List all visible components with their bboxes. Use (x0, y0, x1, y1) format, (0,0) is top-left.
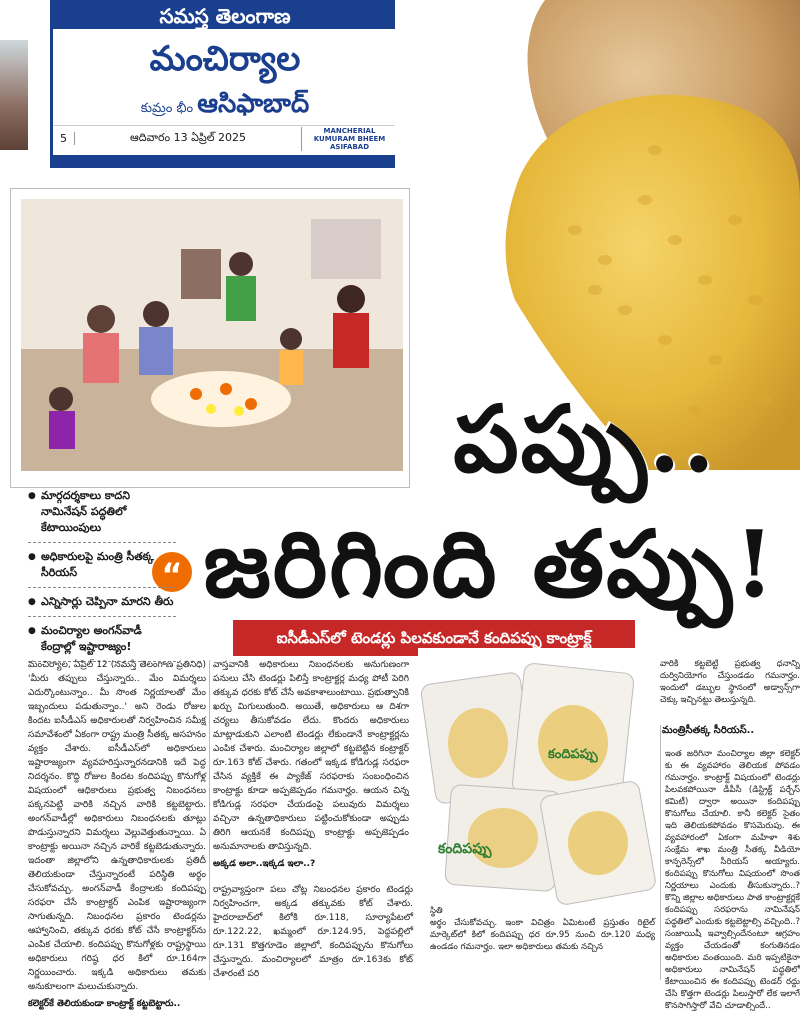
edition-english-name: MANCHERIAL KUMURAM BHEEM ASIFABAD (301, 127, 397, 151)
photo-frame (10, 188, 410, 488)
article-body-2: వాస్తవానికి అధికారులు నిబంధనలకు అనుగుణంగా పనులు చేసి టెండర్లు పిలిస్తే కాంట్రాక్టర్ల మధ్య పోటీ పెరిగి తక్కువ ధరకు కోట్ చేసే అవకాశాలుంటాయి. ప్రభుత్వానికి ఖర్చు మిగులుతుంది. అయితే, అధికారులు ఆ దిశగా చర్యలు తీసుకోవడం లేదు. కొందరు అధికారులు మాట్లాడుకుని ఎలాంటి టెండర్లు లేకుండానే కాంట్రాక్టర్లను ఎంపిక చేశారు. మంచిర్యాల జిల్లాలో కట్టబెట్టిన కంట్రాక్టర్ రూ.163 కోట్ చేశారు. గతంలో ఇక్కడ కోడిగుడ్ల సరఫరా చేసిన వ్యక్తికే ఈ ప్యాకేజ్ సరఫరాకు సంబంధించిన కాంట్రాక్టు కూడా అప్పజెప్పడం గమనార్హం. ఆయన చిన్న కోడిగుడ్ల సరఫరా చేయడంపై పలువురు విమర్శలు వచ్చినా ఉన్నతాధికారులు పట్టించుకోకుండా అప్పుడు తిరిగి ఆయనకే కందిపప్పు కాంట్రాక్టు అప్పజెప్పడం అనుమానాలకు తావిస్తున్నది. (213, 660, 409, 852)
article-subheading-3: మంత్రిసీతక్క సీరియస్.. (662, 725, 755, 736)
photo-illustration (21, 199, 403, 471)
article-column-1 (28, 658, 206, 1009)
highlight-bullets (28, 488, 176, 668)
dal-packets-illustration (418, 648, 656, 906)
article-body-5-lead: స్థితి (430, 906, 443, 916)
article-body-3: వారికి కట్టబెట్టి ప్రభుత్వ ధనాన్ని దుర్వినియోగం చేస్తుండడం గమనార్హం. ఇందులో డబ్బుల స్థానంలో అడ్వాన్స్‌గా చెక్కు ఇచ్చినట్టు తెలుస్తున్నది. (660, 659, 800, 705)
article-body-4: ఇంత జరిగినా మంచిర్యాల జిల్లా కలెక్టర్ కు ఈ వ్యవహారం తెలియక పోవడం గమనార్హం. కాంట్రాక్ట్ విషయంలో టెండర్లు పిలవకపోయినా డీపీసీ (డిస్ట్రిక్ట్ పర్చేస్ కమిటీ) ద్వారా అయినా కందిపప్పు కొనుగోలు చేయాలి. కానీ కలెక్టర్ సైతం ఇది తెలియకపోవడం కొసమెరుపు. ఈ వ్యవహారంలో ఏకంగా మహిళా శిశు సంక్షేమ శాఖ మంత్రి సీతక్క వీడియో కాన్ఫరెన్స్‌లో సీరియస్ అయ్యారు. కందిపప్పు కొనుగోలు విషయంలో సొంత నిర్ణయాలు ఎందుకు తీసుకున్నారు..? కొన్ని జిల్లాల అధికారులు పాత కాంట్రాక్టర్లకే కందిపప్పు సరఫరాను నామినేషన్ పద్ధతిలో ఎందుకు కట్టబెట్టాల్సి వచ్చింది..? సంజాయిషీ ఇవ్వాల్సిందేనంటూ ఆగ్రహం వ్యక్తం చేయడంతో కంగుతినడం అధికారుల వంతయింది. మరి ఇప్పటికైనా అధికారులు నామినేషన్ పద్ధతిలో కేటాయించిన ఈ కందిపప్పు టెండర్ రద్దు చేసి కొత్తగా టెండర్లు పిలుస్తారో లేక ఇలాగే కొనసాగిస్తారో వేచి చూడాల్సిందే.. (665, 749, 800, 1011)
anganwadi-children-photo (21, 199, 403, 471)
masthead-base-bar (53, 155, 397, 165)
masthead (50, 0, 400, 168)
bullet-item: ● మంచిర్యాల అంగన్‌వాడీ కేంద్రాల్లో ఇష్టారాజ్యం! (28, 623, 176, 662)
article-column-4 (665, 748, 800, 1011)
masthead-top-strip: సమస్త తెలంగాణ (53, 3, 397, 29)
bullet-item: ● మార్గదర్శకాలు కాదని నామినేషన్ పద్ధతిలో కేటాయింపులు (28, 488, 176, 543)
column-divider (209, 660, 210, 980)
quote-icon: “ (152, 552, 192, 592)
masthead-sub-prefix: కుమ్రం భీం (140, 101, 194, 116)
article-column-2b (213, 883, 413, 983)
masthead-info-bar (53, 125, 397, 151)
headline-line-1: పప్పు.. (453, 385, 717, 493)
edition-date: ఆదివారం 13 ఏప్రిల్ 2025 (129, 130, 247, 144)
masthead-city: మంచిర్యాల (149, 39, 301, 79)
article-column-5 (430, 905, 655, 985)
masthead-sub-main: ఆసిఫాబాద్ (197, 89, 310, 119)
column-divider (660, 725, 661, 980)
packet-label: కందిపప్పు (438, 841, 492, 857)
article-column-3 (660, 658, 800, 720)
page-number: 5 (53, 132, 75, 145)
bullet-item: ● అధికారులపై మంత్రి సీతక్క సీరియస్ (28, 549, 176, 588)
article-subheading-2: అక్కడ అలా..ఇక్కడ ఇలా..? (213, 859, 316, 869)
packet-label: కందిపప్పు (548, 747, 598, 762)
article-column-2 (213, 658, 409, 883)
article-body-1: మంచిర్యాల, ఏప్రిల్ 12 (నమస్తే తెలంగాణ ప్రతినిధి) 'మీరు తప్పులు చేస్తున్నారు.. మేం విమర్శలు ఎదుర్కొంటున్నాం.. మీ సొంత నిర్ణయాలతో మేం ఇబ్బందులు పడుతున్నాం..' అని రెండు రోజుల కిందట ఐసీడీఎస్ అధికారులతో నిర్వహించిన సమీక్ష సమావేశంలో ఏకంగా రాష్ట్ర మంత్రి సీతక్క అసహనం వ్యక్తం చేశారు. ఐసీడీఎస్‌లో అధికారులు ఇష్టారాజ్యంగా వ్యవహరిస్తున్నారనడానికి ఇదే పెద్ద నిదర్శనం. కొద్ది రోజుల కిందట కందిపప్పు కొనుగోళ్ల విషయంలో ఆధికారులు ప్రభుత్వ నిబంధనలు పక్కనపెట్టి వారికి నచ్చిన వారికి కట్టబెట్టారు. అంగన్‌వాడీల్లో అధికారులు నిబంధనలకు తూట్లు పొడుస్తున్నారని విమర్శలు వెల్లువెత్తుతున్నాయి. ఏ కాంట్రాక్టు అయినా నచ్చిన వారికే కట్టబెడుతున్నారు. ఇదంతా జిల్లాలోని ఉన్నతాధికారులకు ప్రతిదీ తెలియకుండా చేస్తున్నారంటే పరిస్థితి అర్థం చేసుకోవచ్చు. అంగన్‌వాడీ కేంద్రాలకు కందిపప్పు సరఫరా చేసే కాంట్రాక్టర్ ఎంపిక ఇష్టారాజ్యంగా సాగుతున్నది. నిబంధనల ప్రకారం టెండర్లను ఆహ్వానించి, తక్కువ ధరకు కోట్ చేసే కాంట్రాక్టర్‌ను ఎంపిక చేయాలి. కందిపప్పు కొనుగోళ్లకు రాష్ట్రస్థాయి అధికారులు గరిష్ఠ ధర కిలో రూ.164గా నిర్ణయించారు. ఇక్కడి అధికారులు తమకు అనుకూలంగా మలుచుకున్నారు. (28, 660, 206, 992)
edge-photo (0, 40, 28, 150)
subheadline-banner: ఐసీడీఎస్‌లో టెండర్లు పిలవకుండానే కందిపప్పు కాంట్రాక్ట్ (233, 620, 635, 656)
bullet-item: ● ఎన్నిసార్లు చెప్పినా మారని తీరు (28, 594, 176, 617)
article-body-5: అర్థం చేసుకోవచ్చు. ఇంకా విచిత్రం ఏమిటంటే ప్రస్తుతం రిటైల్ మార్కెట్‌లో కిలో కందిపప్పు ధర రూ.95 నుంచి రూ.120 మధ్య ఉండడం గమనార్హం. ఇలా అధికారులు తమకు నచ్చిన (430, 918, 655, 952)
article-body-2b: రాష్ట్రవ్యాప్తంగా పలు చోట్ల నిబంధనల ప్రకారం టెండర్లు నిర్వహించగా, అక్కడ తక్కువకు కోట్ చేశారు. హైదరాబాద్‌లో కిలోకి రూ.118, సూర్యాపేటలో రూ.122.22, ఖమ్మంలో రూ.124.95, పెద్దపల్లిలో రూ.131 కొత్తగూడెం జిల్లాలో, కందిపప్పును కొనుగోలు చేస్తున్నారు. మంచిర్యాలలో మాత్రం రూ.163కు కోట్ చేశారంటే పరి (213, 885, 413, 979)
article-subheading-1: కలెక్టర్‌కే తెలియకుండా కాంట్రాక్ట్ కట్టబెట్టారు.. (28, 999, 181, 1009)
headline-line-2: జరిగింది తప్పు! (203, 510, 777, 618)
dal-packets-photo (418, 648, 656, 906)
masthead-subtitle (53, 89, 397, 125)
